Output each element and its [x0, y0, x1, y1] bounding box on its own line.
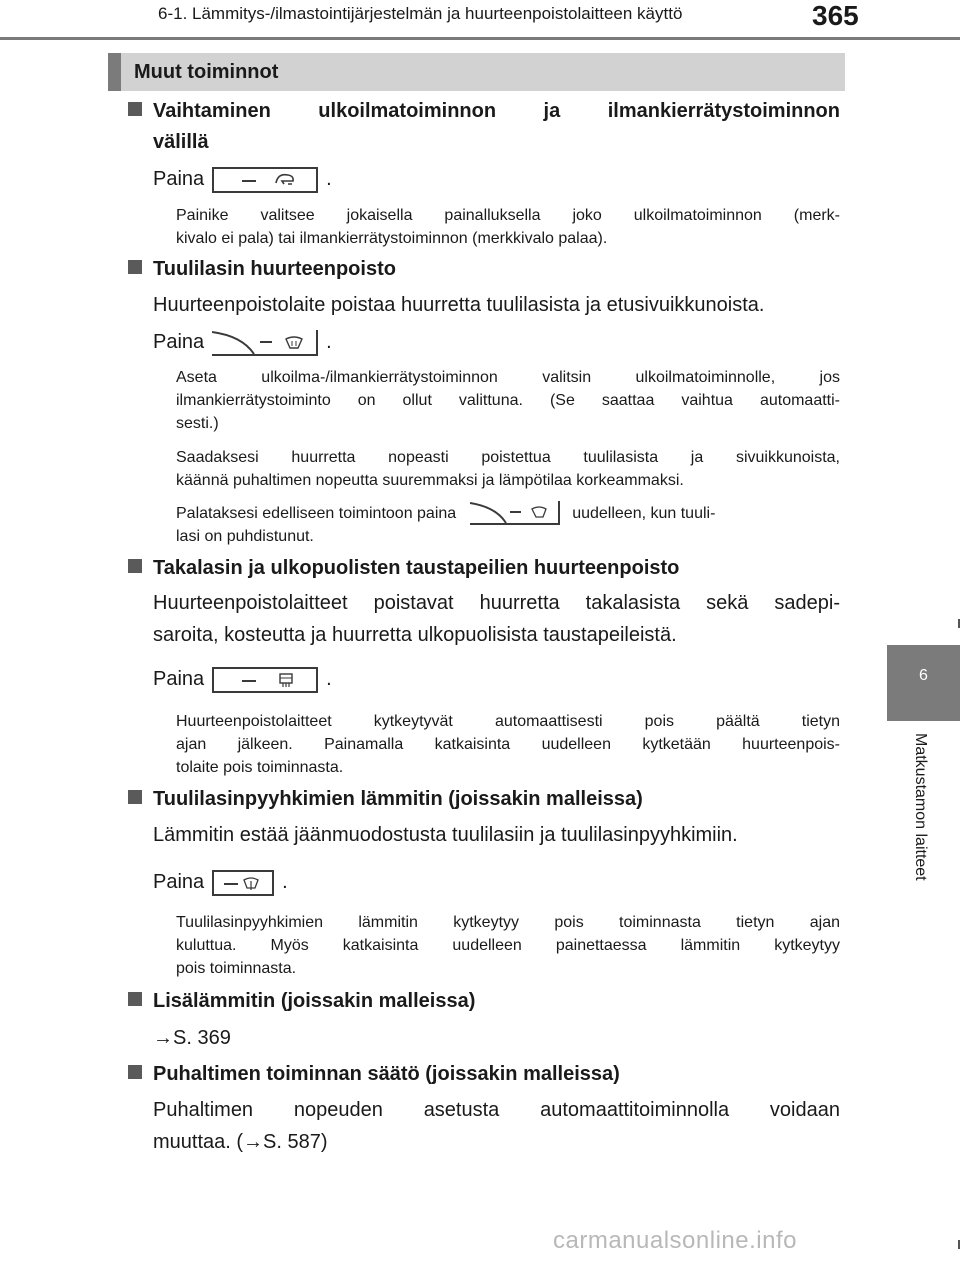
rear-defogger-icon [214, 669, 316, 691]
bullet-square-icon [128, 102, 142, 116]
wiper-deicer-icon [214, 872, 272, 894]
body-rear-line1: Huurteenpoistolaitteet poistavat huurretta takalasista sekä sadepi- [153, 592, 840, 614]
recirculation-button[interactable] [212, 167, 318, 193]
note-wiper-line2: kuluttua. Myös katkaisinta uudelleen painettaessa lämmitin kytkeytyy [176, 937, 840, 954]
chapter-label: Matkustamon laitteet [912, 733, 929, 881]
page-number: 365 [812, 0, 859, 31]
note-wiper-line3: pois toiminnasta. [176, 960, 297, 977]
note-windshield-2-line2: käännä puhaltimen nopeutta suuremmaksi ja lämpötilaa korkeammaksi. [176, 472, 684, 489]
bullet-square-icon [128, 992, 142, 1006]
section-banner [108, 53, 845, 91]
note-rear-line3: tolaite pois toiminnasta. [176, 759, 344, 776]
recirculation-icon [214, 169, 316, 191]
body-wiper: Lämmitin estää jäänmuodostusta tuulilasiin ja tuulilasinpyyhkimiin. [153, 824, 738, 846]
note-windshield-1-line3: sesti.) [176, 415, 219, 432]
note-windshield-3-line1: Palataksesi edelliseen toimintoon paina uudelleen, kun tuuli- [176, 501, 840, 525]
note-windshield-2-line1: Saadaksesi huurretta nopeasti poistettua tuulilasista ja sivuikkunoista, [176, 449, 840, 466]
note-windshield-1-line1: Aseta ulkoilma-/ilmankierrätystoiminnon valitsin ulkoilmatoiminnolle, jos [176, 369, 840, 386]
note-rear-line2: ajan jälkeen. Painamalla katkaisinta uudelleen kytketään huurteenpois- [176, 736, 840, 753]
body-rear-line2: saroita, kosteutta ja huurretta ulkopuolisista taustapeileistä. [153, 624, 677, 646]
rear-defogger-button[interactable] [212, 667, 318, 693]
wiper-deicer-button[interactable] [212, 870, 274, 896]
body-fan-line1: Puhaltimen nopeuden asetusta automaattitoiminnolla voidaan [153, 1099, 840, 1121]
paina-wiper: Paina . [153, 866, 840, 899]
note-recirculation-line2: kivalo ei pala) tai ilmankierrätystoiminnon (merkkivalo palaa). [176, 230, 608, 247]
heading-recirculation-line2: välillä [153, 131, 209, 153]
paina-rear: Paina . [153, 663, 840, 696]
paina-recirculation: Paina . [153, 163, 840, 196]
ref-aux-heater[interactable]: →S. 369 [153, 1027, 231, 1049]
note-windshield-1-line2: ilmankierrätystoiminto on ollut valittuna. (Se saattaa vaihtua automaatti- [176, 392, 840, 409]
front-defroster-icon [212, 330, 316, 356]
bullet-square-icon [128, 790, 142, 804]
heading-wiper: Tuulilasinpyyhkimien lämmitin (joissakin malleissa) [128, 784, 840, 815]
body-windshield: Huurteenpoistolaite poistaa huurretta tuulilasista ja etusivuikkunoista. [153, 294, 765, 316]
front-defroster-icon [470, 501, 558, 525]
note-rear-line1: Huurteenpoistolaitteet kytkeytyvät automaattisesti pois päältä tietyn [176, 713, 840, 730]
note-windshield-3-line2: lasi on puhdistunut. [176, 528, 314, 545]
paina-windshield: Paina . [153, 326, 840, 359]
chapter-number: 6 [919, 667, 928, 684]
front-defroster-button[interactable] [212, 330, 318, 356]
section-banner-accent [108, 53, 121, 91]
header-title: 6-1. Lämmitys-/ilmastointijärjestelmän ja huurteenpoistolaitteen käyttö [158, 4, 683, 23]
bullet-square-icon [128, 559, 142, 573]
heading-windshield: Tuulilasin huurteenpoisto [128, 254, 840, 285]
note-recirculation-line1: Painike valitsee jokaisella painalluksella joko ulkoilmatoiminnon (merk- [176, 207, 840, 224]
bullet-square-icon [128, 1065, 142, 1079]
note-wiper-line1: Tuulilasinpyyhkimien lämmitin kytkeytyy pois toiminnasta tietyn ajan [176, 914, 840, 931]
heading-fan: Puhaltimen toiminnan säätö (joissakin malleissa) [128, 1059, 840, 1090]
watermark: carmanualsonline.info [553, 1227, 797, 1254]
heading-aux-heater: Lisälämmitin (joissakin malleissa) [128, 986, 840, 1017]
section-title: Muut toiminnot [134, 61, 279, 83]
body-fan-line2: muuttaa. (→S. 587) [153, 1131, 328, 1153]
chapter-tab [887, 645, 960, 721]
header-rule [0, 37, 960, 40]
heading-recirculation: Vaihtaminen ulkoilmatoiminnon ja ilmankierrätystoiminnon [128, 96, 840, 127]
front-defroster-button-inline[interactable] [470, 501, 560, 525]
bullet-square-icon [128, 260, 142, 274]
heading-rear: Takalasin ja ulkopuolisten taustapeilien huurteenpoisto [128, 553, 840, 584]
